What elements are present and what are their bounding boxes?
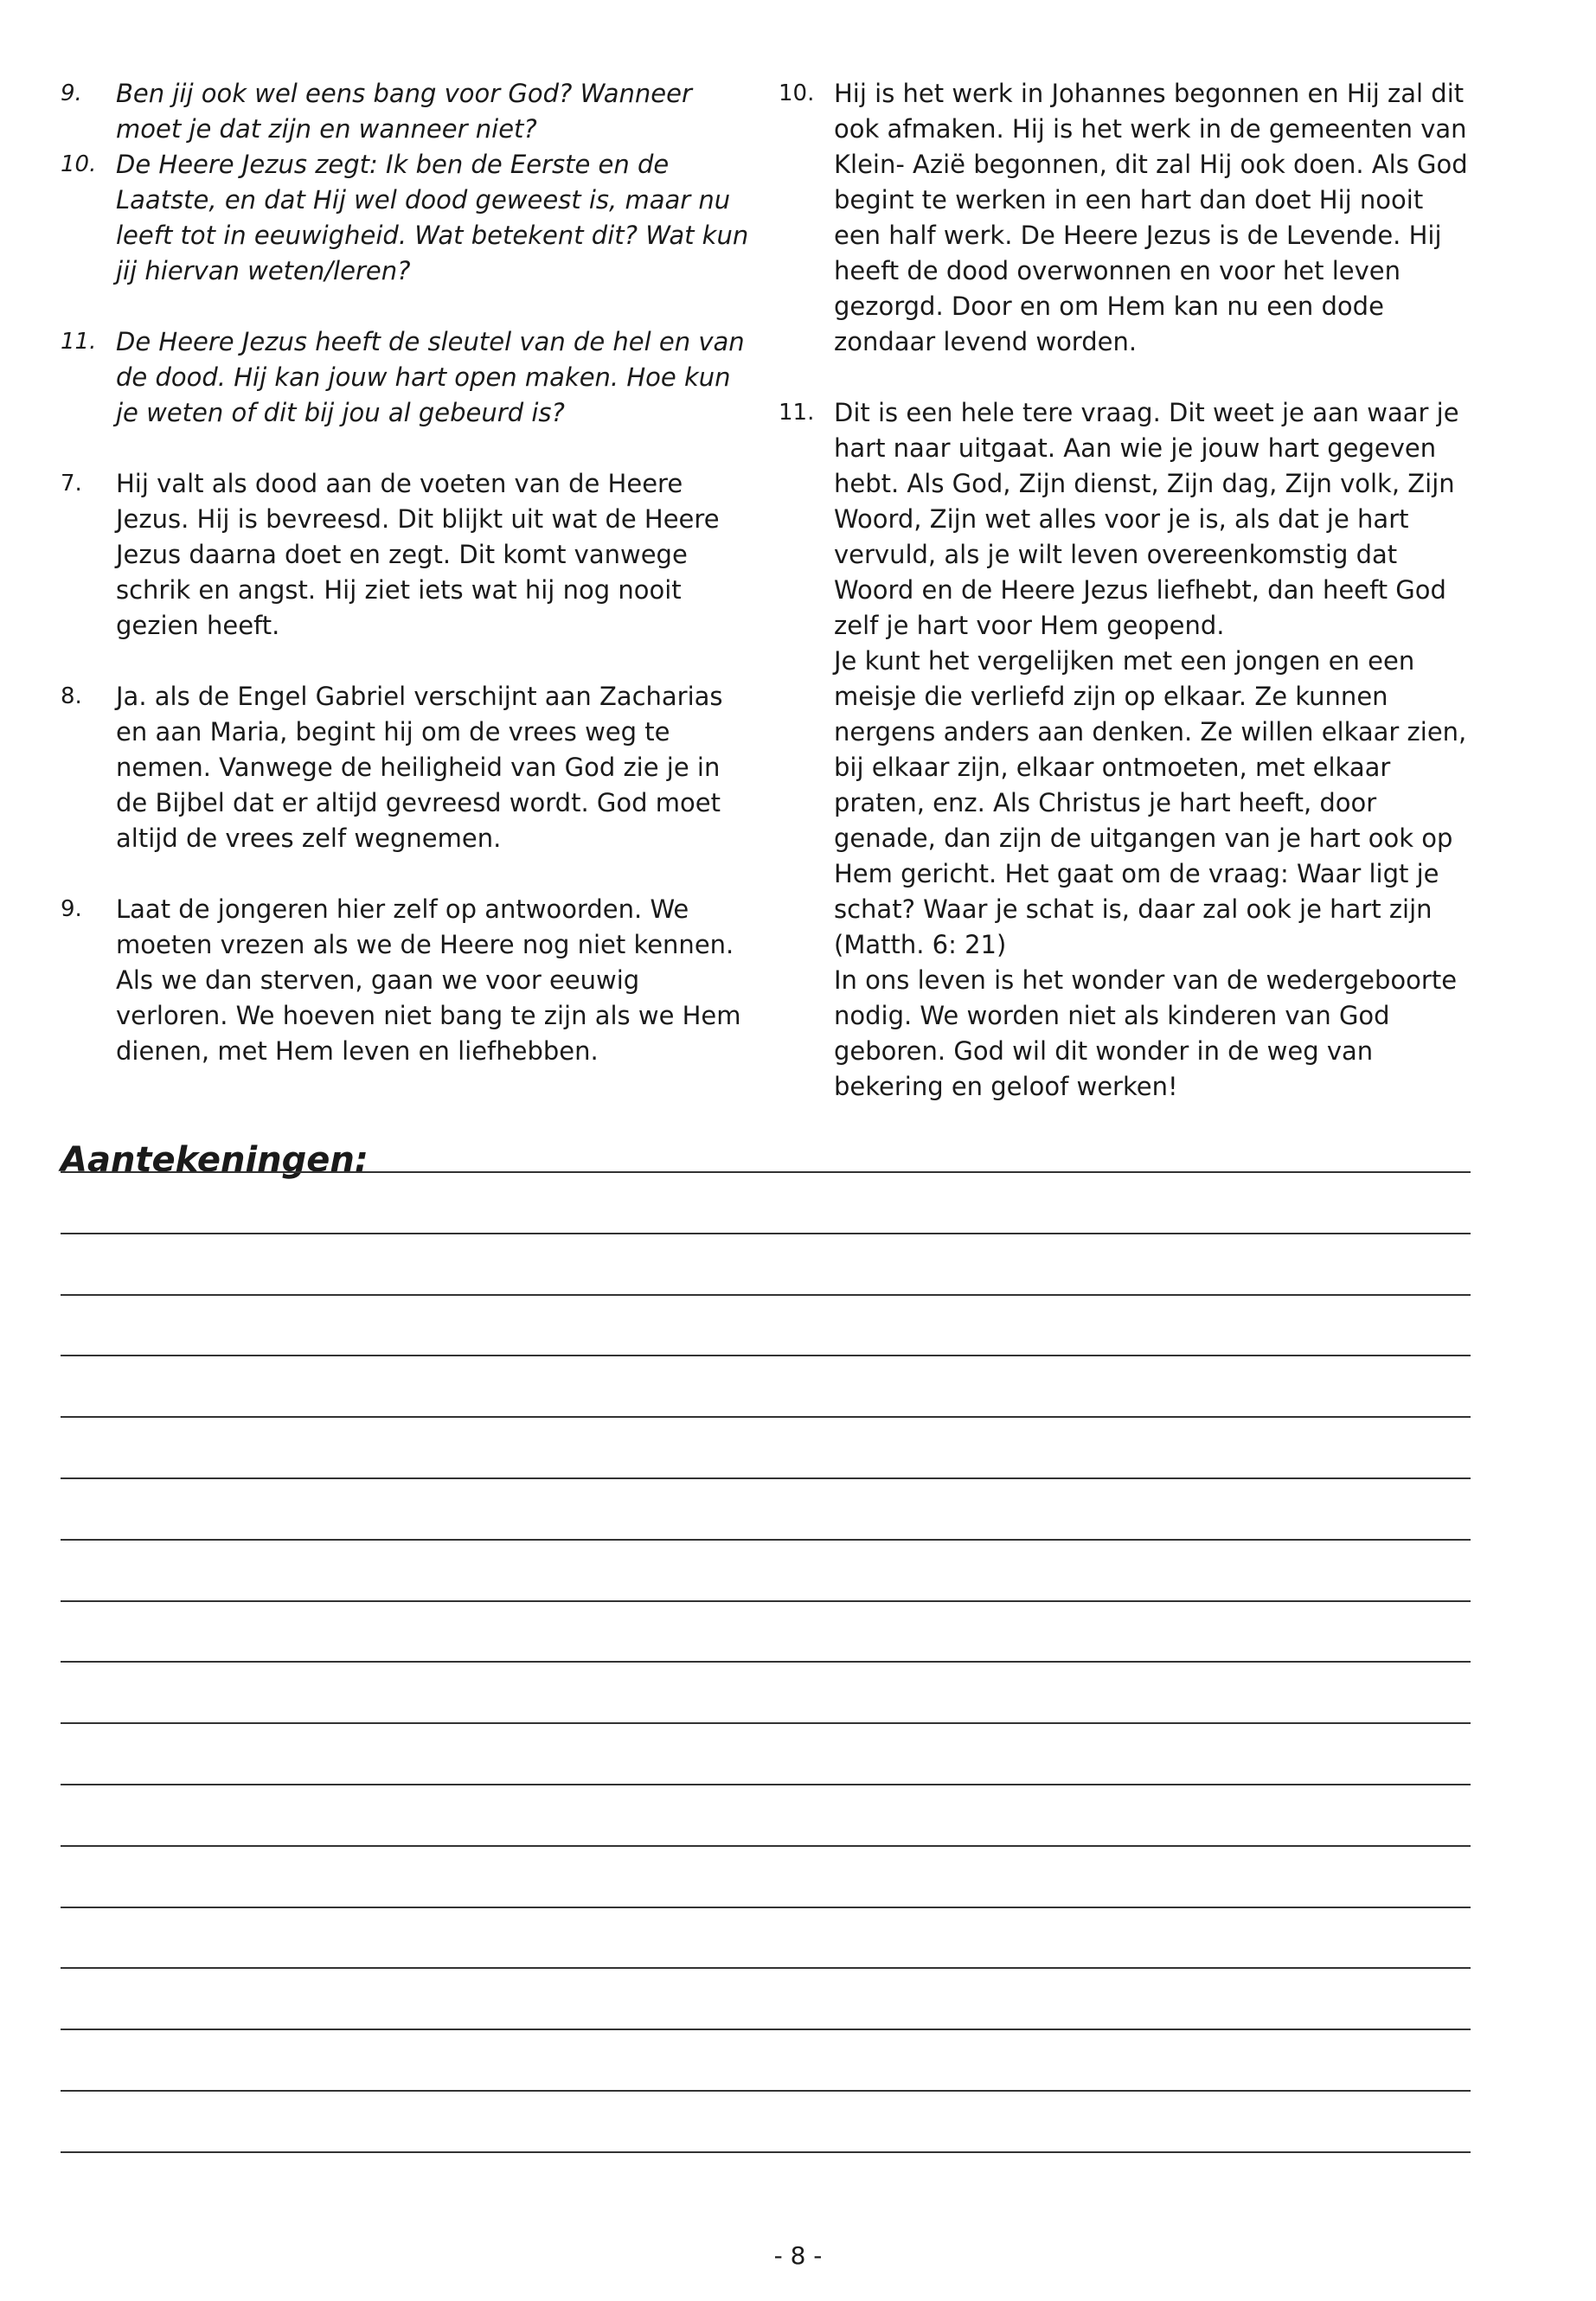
- answer-text: Ja. als de Engel Gabriel verschijnt aan Zacharias en aan Maria, begint hij om de vrees weg te nemen. Vanwege de heiligheid van God zie je in de Bijbel dat er altijd gevreesd wordt. God moet altijd de vrees zelf wegnemen.: [116, 682, 723, 853]
- question-text: De Heere Jezus zegt: Ik ben de Eerste en de Laatste, en dat Hij wel dood geweest is, maar nu leeft tot in eeuwigheid. Wat betekent dit? Wat kun jij hiervan weten/leren?: [116, 150, 749, 285]
- answer-text: [834, 76, 1471, 360]
- note-line: [61, 1233, 1471, 1234]
- notes-heading: Aantekeningen:: [61, 1140, 369, 1180]
- answer-paragraph: In ons leven is het wonder van de wedergeboorte nodig. We worden niet als kinderen van God geboren. God wil dit wonder in de weg van bekering en geloof werken!: [834, 965, 1458, 1101]
- item-number: 8.: [61, 683, 82, 709]
- note-line: [61, 1539, 1471, 1541]
- note-line: [61, 1355, 1471, 1356]
- question-item: [61, 147, 753, 289]
- item-number: 7.: [61, 471, 82, 497]
- question-text: Ben jij ook wel eens bang voor God? Wanneer moet je dat zijn en wanneer niet?: [116, 79, 692, 144]
- item-number: 10.: [779, 80, 815, 106]
- left-column: [61, 76, 753, 1069]
- note-line: [61, 1294, 1471, 1296]
- question-text: De Heere Jezus heeft de sleutel van de hel en van de dood. Hij kan jouw hart open maken. Hoe kun je weten of dit bij jou al gebeurd is?: [116, 327, 745, 427]
- right-column: [779, 76, 1471, 1105]
- note-line: [61, 1600, 1471, 1602]
- note-line: [61, 1907, 1471, 1908]
- answer-item: [779, 395, 1471, 1105]
- note-line: [61, 1967, 1471, 1969]
- item-number: 11.: [779, 400, 815, 426]
- answer-paragraph: Hij is het werk in Johannes begonnen en Hij zal dit ook afmaken. Hij is het werk in de gemeenten van Klein- Azië begonnen, dit zal Hij ook doen. Als God begint te werken in een hart dan doet Hij nooit een half werk. De Heere Jezus is de Levende. Hij heeft de dood overwonnen en voor het leven gezorgd. Door en om Hem kan nu een dode zondaar levend worden.: [834, 79, 1468, 356]
- answer-item: [61, 679, 753, 856]
- item-number: 11.: [61, 329, 97, 355]
- note-line: [61, 1845, 1471, 1847]
- answer-item: [61, 892, 753, 1069]
- answer-text: Hij valt als dood aan de voeten van de Heere Jezus. Hij is bevreesd. Dit blijkt uit wat de Heere Jezus daarna doet en zegt. Dit komt vanwege schrik en angst. Hij ziet iets wat hij nog nooit gezien heeft.: [116, 469, 720, 640]
- note-line: [61, 1661, 1471, 1663]
- answer-paragraph: Je kunt het vergelijken met een jongen en een meisje die verliefd zijn op elkaar. Ze kunnen nergens anders aan denken. Ze willen elkaar zien, bij elkaar zijn, elkaar ontmoeten, met elkaar praten, enz. Als Christus je hart heeft, door genade, dan zijn de uitgangen van je hart ook op Hem gericht. Het gaat om de vraag: Waar ligt je schat? Waar je schat is, daar zal ook je hart zijn (Matth. 6: 21): [834, 646, 1467, 959]
- note-line: [61, 1477, 1471, 1479]
- page-number: - 8 -: [773, 2241, 823, 2270]
- answer-item: [61, 466, 753, 644]
- answer-text: [834, 395, 1471, 1105]
- answer-item: [779, 76, 1471, 360]
- item-number: 9.: [61, 80, 82, 106]
- note-line: [61, 1722, 1471, 1724]
- item-number: 10.: [61, 151, 97, 177]
- item-number: 9.: [61, 896, 82, 922]
- note-line: [61, 1784, 1471, 1785]
- answer-paragraph: Dit is een hele tere vraag. Dit weet je aan waar je hart naar uitgaat. Aan wie je jouw hart gegeven hebt. Als God, Zijn dienst, Zijn dag, Zijn volk, Zijn Woord, Zijn wet alles voor je is, als dat je hart vervuld, als je wilt leven overeenkomstig dat Woord en de Heere Jezus liefhebt, dan heeft God zelf je hart voor Hem geopend.: [834, 398, 1459, 640]
- question-item: [61, 324, 753, 431]
- note-line: [61, 1416, 1471, 1418]
- note-line: [61, 1171, 1471, 1173]
- note-line: [61, 2090, 1471, 2092]
- note-line: [61, 2151, 1471, 2153]
- note-line: [61, 2029, 1471, 2030]
- answer-text: Laat de jongeren hier zelf op antwoorden. We moeten vrezen als we de Heere nog niet kennen. Als we dan sterven, gaan we voor eeuwig verloren. We hoeven niet bang te zijn als we Hem dienen, met Hem leven en liefhebben.: [116, 894, 741, 1066]
- question-item: [61, 76, 753, 147]
